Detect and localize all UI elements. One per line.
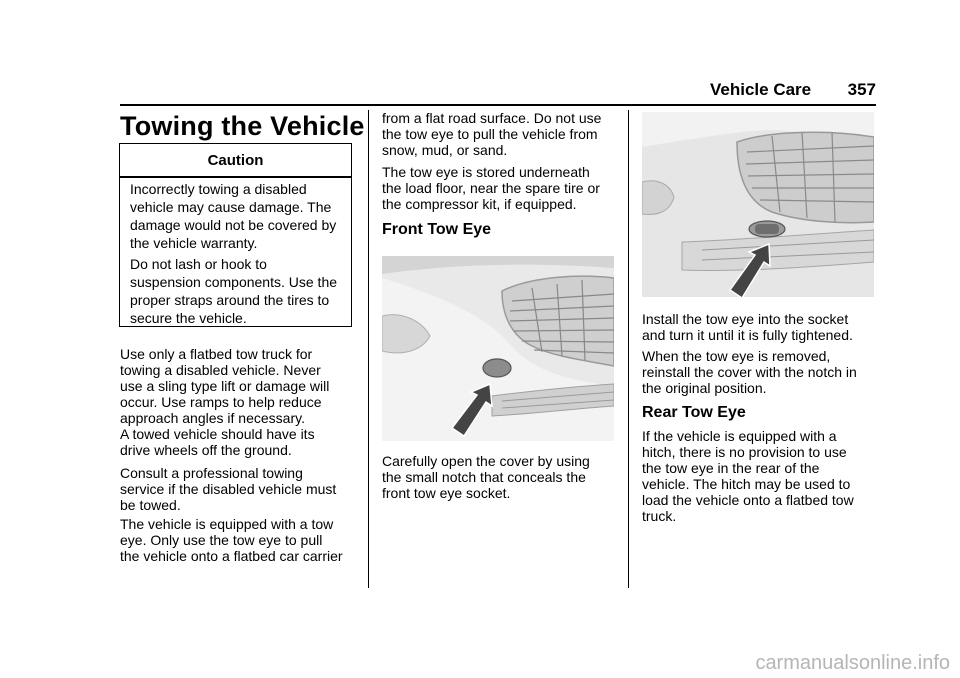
body-line: and turn it until it is fully tightened. bbox=[642, 327, 853, 343]
column-rule bbox=[368, 110, 369, 588]
watermark-text: carmanualsonline.info bbox=[755, 652, 950, 674]
page-number: 357 bbox=[847, 80, 876, 99]
body-line: use a sling type lift or damage will bbox=[120, 378, 330, 394]
caution-line: proper straps around the tires to bbox=[130, 292, 330, 308]
body-line: the small notch that conceals the bbox=[382, 469, 586, 485]
body-line: When the tow eye is removed, bbox=[642, 348, 831, 364]
caution-line: the vehicle warranty. bbox=[130, 235, 258, 251]
caution-heading: Caution bbox=[207, 152, 264, 169]
body-line: the vehicle onto a flatbed car carrier bbox=[120, 548, 343, 564]
body-line: A towed vehicle should have its bbox=[120, 426, 315, 442]
caution-divider bbox=[120, 176, 351, 178]
body-line: The tow eye is stored underneath bbox=[382, 164, 590, 180]
caution-line: Incorrectly towing a disabled bbox=[130, 181, 307, 197]
body-line: vehicle. The hitch may be used to bbox=[642, 476, 851, 492]
body-line: the original position. bbox=[642, 380, 767, 396]
page-title: Towing the Vehicle bbox=[120, 111, 365, 141]
body-line: eye. Only use the tow eye to pull bbox=[120, 532, 323, 548]
caution-line: vehicle may cause damage. The bbox=[130, 199, 332, 215]
body-line: If the vehicle is equipped with a bbox=[642, 428, 837, 444]
section-title: Vehicle Care bbox=[710, 80, 812, 99]
body-line: truck. bbox=[642, 508, 677, 524]
body-line: reinstall the cover with the notch in bbox=[642, 364, 857, 380]
body-line: the tow eye in the rear of the bbox=[642, 460, 820, 476]
caution-box bbox=[119, 143, 352, 327]
header-rule bbox=[120, 104, 876, 106]
body-line: The vehicle is equipped with a tow bbox=[120, 516, 334, 532]
section-heading: Rear Tow Eye bbox=[642, 404, 746, 421]
caution-line: secure the vehicle. bbox=[130, 310, 247, 326]
caution-line: Do not lash or hook to bbox=[130, 256, 267, 272]
body-line: Carefully open the cover by using bbox=[382, 453, 590, 469]
body-line: Install the tow eye into the socket bbox=[642, 311, 849, 327]
body-line: towing a disabled vehicle. Never bbox=[120, 362, 321, 378]
column-rule bbox=[628, 110, 629, 588]
section-heading: Front Tow Eye bbox=[382, 221, 492, 238]
tow-eye-installed-illustration bbox=[642, 112, 874, 297]
body-line: load the vehicle onto a flatbed tow bbox=[642, 492, 854, 508]
body-line: drive wheels off the ground. bbox=[120, 442, 292, 458]
body-line: the load floor, near the spare tire or bbox=[382, 180, 600, 196]
body-line: hitch, there is no provision to use bbox=[642, 444, 847, 460]
front-tow-eye-illustration bbox=[382, 256, 614, 441]
body-line: Use only a flatbed tow truck for bbox=[120, 346, 313, 362]
body-line: the tow eye to pull the vehicle from bbox=[382, 126, 598, 142]
body-line: service if the disabled vehicle must bbox=[120, 481, 337, 497]
caution-line: suspension components. Use the bbox=[130, 274, 338, 290]
body-line: occur. Use ramps to help reduce bbox=[120, 394, 322, 410]
body-line: be towed. bbox=[120, 497, 181, 513]
body-line: the compressor kit, if equipped. bbox=[382, 196, 577, 212]
body-line: snow, mud, or sand. bbox=[382, 142, 508, 158]
body-line: front tow eye socket. bbox=[382, 485, 511, 501]
caution-line: damage would not be covered by bbox=[130, 217, 337, 233]
body-line: Consult a professional towing bbox=[120, 465, 303, 481]
body-line: from a flat road surface. Do not use bbox=[382, 110, 602, 126]
body-line: approach angles if necessary. bbox=[120, 410, 305, 426]
